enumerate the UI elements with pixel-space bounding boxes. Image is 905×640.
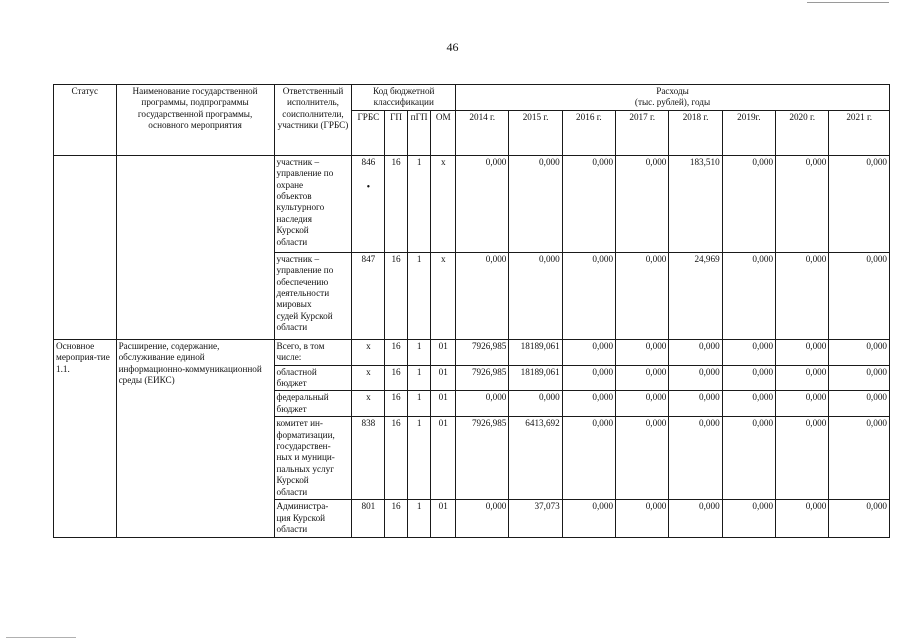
header-expenses [456,85,890,111]
header-name: Наименование государственной программы, подпрограммы государственной программы, основного мероприятия [116,85,274,156]
expense-value-cell: 0,000 [509,252,562,339]
gp-cell: 16 [385,417,408,500]
status-cell: Основное мероприя-тие 1.1. [54,339,117,537]
gp-cell: 16 [385,252,408,339]
grbs-cell [352,500,385,538]
expense-value-cell: 0,000 [669,417,722,500]
header-year: 2018 г. [669,110,722,155]
expense-value-cell: 0,000 [776,391,829,417]
pgp-cell: 1 [407,339,431,365]
expense-value-cell: 0,000 [776,417,829,500]
expense-value-cell: 183,510 [669,155,722,252]
header-expenses-line: (тыс. рублей), годы [634,97,711,108]
executor-line: области [276,524,308,535]
header-code-col: ГП [385,110,408,155]
budget-table [53,84,890,538]
om-cell: 01 [431,417,456,500]
executor-line: числе: [276,352,302,363]
table-row [54,339,890,365]
scan-edge-mark [807,2,889,3]
executor-cell [274,500,352,538]
expense-value-cell: 37,073 [509,500,562,538]
executor-line: бюджет [276,378,307,389]
expense-value-cell: 0,000 [776,252,829,339]
grbs-cell [352,252,385,339]
header-code-col: ГРБС [352,110,385,155]
expense-value-cell: 0,000 [509,391,562,417]
pgp-cell: 1 [407,155,431,252]
page-number: 46 [446,40,459,54]
expense-value-cell: 0,000 [456,155,509,252]
executor-line: ных и муници- [276,452,335,463]
executor-line: наследия [276,213,312,224]
header-code-col: ОМ [431,110,456,155]
executor-line: деятельности [276,288,330,299]
om-cell: 01 [431,365,456,391]
expense-value-cell: 0,000 [829,417,890,500]
expense-value-cell: 18189,061 [509,339,562,365]
expense-value-cell: 7926,985 [456,417,509,500]
executor-line: объектов [276,191,312,202]
gp-cell: 16 [385,391,408,417]
name-cell-empty [116,155,274,339]
om-cell: 01 [431,391,456,417]
executor-cell [274,155,352,252]
expense-value-cell: 0,000 [562,500,615,538]
executor-line: Администра- [276,501,329,512]
expense-value-cell: 0,000 [669,339,722,365]
expense-value-cell: 0,000 [829,500,890,538]
expense-value-cell: 0,000 [829,155,890,252]
executor-line: управление по [276,168,334,179]
header-code-col: пГП [407,110,431,155]
executor-line: ция Курской [276,512,326,523]
expense-value-cell: 0,000 [776,500,829,538]
expense-value-cell: 7926,985 [456,339,509,365]
expense-value-cell: 0,000 [722,365,775,391]
expense-value-cell: 6413,692 [509,417,562,500]
grbs-cell [352,417,385,500]
grbs-value: 838 [361,418,376,429]
expense-value-cell: 0,000 [456,252,509,339]
expense-value-cell: 0,000 [829,391,890,417]
executor-line: культурного [276,202,325,213]
header-executor: Ответственный исполнитель, соисполнители, участники (ГРБС) [274,85,352,156]
expense-value-cell: 0,000 [616,417,669,500]
om-cell: х [431,252,456,339]
grbs-value: 847 [361,253,376,264]
executor-cell [274,417,352,500]
executor-cell [274,252,352,339]
scan-mark: • [366,182,371,194]
executor-line: Всего, в том [276,340,325,351]
pgp-cell: 1 [407,391,431,417]
expense-value-cell: 0,000 [562,339,615,365]
expense-value-cell: 0,000 [509,155,562,252]
expense-value-cell: 0,000 [562,252,615,339]
grbs-cell [352,155,385,252]
header-year: 2016 г. [562,110,615,155]
expense-value-cell: 0,000 [776,339,829,365]
table-row [54,155,890,252]
om-cell: 01 [431,500,456,538]
expense-value-cell: 0,000 [616,500,669,538]
measure-name-cell: Расширение, содержание, обслуживание единой информационно-коммуникационной среды (ЕИКС) [116,339,274,537]
expense-value-cell: 0,000 [722,339,775,365]
expense-value-cell: 0,000 [616,339,669,365]
header-year: 2015 г. [509,110,562,155]
gp-cell: 16 [385,155,408,252]
grbs-cell [352,365,385,391]
expense-value-cell: 0,000 [829,365,890,391]
executor-line: охране [276,179,304,190]
expense-value-cell: 0,000 [562,155,615,252]
pgp-cell: 1 [407,365,431,391]
pgp-cell: 1 [407,500,431,538]
expense-value-cell: 0,000 [616,252,669,339]
gp-cell: 16 [385,339,408,365]
expense-value-cell: 0,000 [456,391,509,417]
executor-line: государствен- [276,441,331,452]
grbs-value: х [366,392,371,403]
grbs-cell [352,391,385,417]
executor-line: управление по [276,265,334,276]
om-cell: х [431,155,456,252]
header-budget-code: Код бюджетной классификации [352,85,456,111]
executor-line: пальных услуг [276,463,334,474]
header-year: 2017 г. [616,110,669,155]
executor-cell [274,391,352,417]
expense-value-cell: 0,000 [829,252,890,339]
grbs-value: х [366,340,371,351]
executor-cell [274,365,352,391]
expense-value-cell: 0,000 [562,417,615,500]
executor-line: участник – [276,253,320,264]
expense-value-cell: 0,000 [616,391,669,417]
executor-cell [274,339,352,365]
grbs-value: х [366,366,371,377]
expense-value-cell: 0,000 [722,500,775,538]
expense-value-cell: 0,000 [722,417,775,500]
executor-line: мировых [276,299,312,310]
gp-cell: 16 [385,365,408,391]
grbs-value: 846 [361,156,376,167]
pgp-cell: 1 [407,417,431,500]
pgp-cell: 1 [407,252,431,339]
executor-line: бюджет [276,403,307,414]
header-expenses-line: Расходы [656,86,689,96]
executor-line: областной [276,366,317,377]
expense-value-cell: 0,000 [562,391,615,417]
executor-line: форматизации, [276,429,335,440]
executor-line: области [276,236,308,247]
executor-line: федеральный [276,392,329,403]
executor-line: Курской [276,225,309,236]
expense-value-cell: 7926,985 [456,365,509,391]
executor-line: судей Курской [276,310,333,321]
header-status: Статус [54,85,117,156]
expense-value-cell: 0,000 [722,155,775,252]
expense-value-cell: 0,000 [669,500,722,538]
expense-value-cell: 0,000 [616,365,669,391]
header-year: 2020 г. [776,110,829,155]
om-cell: 01 [431,339,456,365]
grbs-cell [352,339,385,365]
executor-line: участник – [276,156,320,167]
expense-value-cell: 24,969 [669,252,722,339]
expense-value-cell: 0,000 [829,339,890,365]
executor-line: комитет ин- [276,418,323,429]
executor-line: обеспечению [276,276,329,287]
expense-value-cell: 0,000 [562,365,615,391]
scan-edge-mark [6,637,76,638]
expense-value-cell: 18189,061 [509,365,562,391]
expense-value-cell: 0,000 [722,391,775,417]
header-year: 2019г. [722,110,775,155]
expense-value-cell: 0,000 [776,365,829,391]
executor-line: Курской [276,475,309,486]
header-year: 2014 г. [456,110,509,155]
executor-line: области [276,322,308,333]
status-cell-empty [54,155,117,339]
expense-value-cell: 0,000 [669,391,722,417]
expense-value-cell: 0,000 [776,155,829,252]
gp-cell: 16 [385,500,408,538]
expense-value-cell: 0,000 [722,252,775,339]
header-year: 2021 г. [829,110,890,155]
expense-value-cell: 0,000 [456,500,509,538]
expense-value-cell: 0,000 [669,365,722,391]
grbs-value: 801 [361,501,376,512]
executor-line: области [276,486,308,497]
expense-value-cell: 0,000 [616,155,669,252]
